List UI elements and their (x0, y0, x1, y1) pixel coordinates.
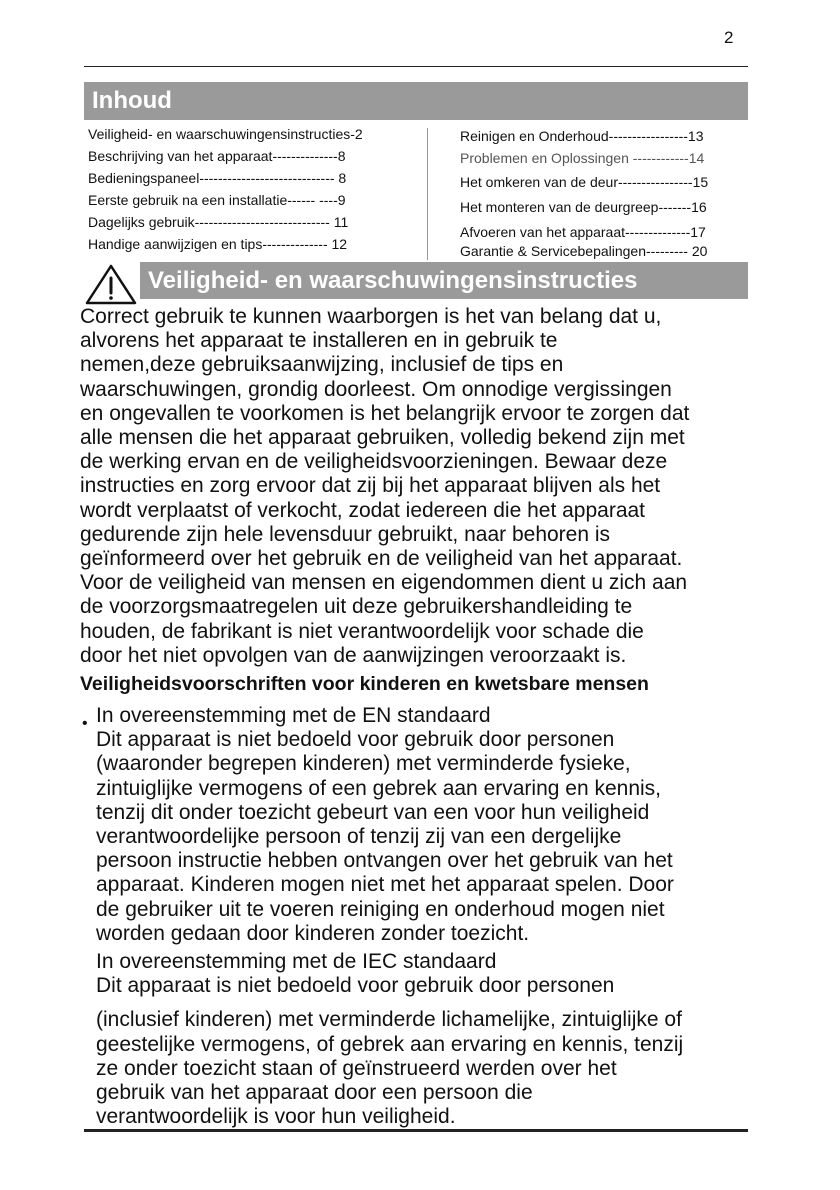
paragraph-line: geestelijke vermogens, of gebrek aan ervaring en kennis, tenzij (96, 1032, 684, 1056)
paragraph-line: en ongevallen te voorkomen is het belangrijk ervoor te zorgen dat (80, 401, 690, 425)
paragraph-line: ze onder toezicht staan of geïnstrueerd werden over het (96, 1056, 617, 1080)
toc-entry[interactable]: Garantie & Servicebepalingen--------- 20 (460, 243, 708, 259)
toc-entry[interactable]: Bedieningspaneel----------------------------- 8 (88, 170, 347, 186)
paragraph-line: zintuiglijke vermogens of een gebrek aan ervaring en kennis, (96, 776, 662, 800)
paragraph-line: geïnformeerd over het gebruik en de veiligheid van het apparaat. (80, 547, 683, 571)
toc-entry[interactable]: Beschrijving van het apparaat--------------8 (88, 148, 346, 164)
paragraph-line: gedurende zijn hele levensduur gebruikt, naar behoren is (80, 522, 611, 546)
paragraph-line: (inclusief kinderen) met verminderde lichamelijke, zintuiglijke of (96, 1008, 682, 1032)
paragraph-line: gebruik van het apparaat door een persoon die (96, 1081, 533, 1105)
paragraph-line: In overeenstemming met de EN standaard (96, 704, 491, 727)
en-standard-block (96, 704, 756, 946)
paragraph-line: (waaronder begrepen kinderen) met verminderde fysieke, (96, 752, 631, 776)
paragraph-line: In overeenstemming met de IEC standaard (96, 950, 497, 973)
toc-entry[interactable]: Dagelijks gebruik----------------------------- 11 (88, 214, 349, 230)
toc-entry[interactable]: Handige aanwijzigen en tips-------------- 12 (88, 236, 348, 252)
toc-entry[interactable]: Eerste gebruik na een installatie------ ----9 (88, 192, 346, 208)
bullet-icon: • (82, 715, 88, 732)
paragraph-line: houden, de fabrikant is niet verantwoordelijk voor schade die (80, 619, 644, 643)
paragraph-line: tenzij dit onder toezicht gebeurt van een voor hun veiligheid (96, 800, 650, 824)
paragraph-line: de werking ervan en de veiligheidsvoorzieningen. Bewaar deze (80, 450, 668, 474)
paragraph-line: Voor de veiligheid van mensen en eigendommen dient u zich aan (80, 571, 688, 595)
toc-entry[interactable]: Het omkeren van de deur----------------15 (460, 174, 709, 190)
toc-entry[interactable]: Veiligheid- en waarschuwingensinstructies-2 (88, 126, 363, 142)
toc-entry[interactable]: Reinigen en Onderhoud-----------------13 (460, 128, 704, 144)
paragraph-line: alvorens het apparaat te installeren en in gebruik te (80, 329, 558, 353)
paragraph-line: waarschuwingen, grondig doorleest. Om onnodige vergissingen (80, 377, 672, 401)
toc-entry[interactable]: Problemen en Oplossingen ------------14 (460, 150, 705, 166)
paragraph-line: de gebruiker uit te voeren reiniging en onderhoud mogen niet (96, 897, 665, 921)
paragraph-line: Dit apparaat is niet bedoeld voor gebruik door personen (96, 728, 615, 752)
page-number: 2 (724, 28, 734, 47)
paragraph-line: instructies en zorg ervoor dat zij bij het apparaat blijven als het (80, 474, 661, 498)
bottom-rule (84, 1129, 748, 1132)
intro-paragraph (80, 305, 760, 668)
paragraph-line: alle mensen die het apparaat gebruiken, volledig bekend zijn met (80, 426, 685, 450)
paragraph-line: verantwoordelijk is voor hun veiligheid. (96, 1105, 456, 1129)
toc-title: Inhoud (84, 82, 748, 120)
paragraph-line: nemen,deze gebruiksaanwijzing, inclusief de tips en (80, 353, 564, 377)
paragraph-line: worden gedaan door kinderen zonder toezicht. (96, 921, 530, 945)
section-title: Veiligheid- en waarschuwingensinstructies (140, 262, 748, 299)
paragraph-line: persoon instructie hebben ontvangen over het gebruik van het (96, 849, 673, 873)
paragraph-line: de voorzorgsmaatregelen uit deze gebruikershandleiding te (80, 595, 633, 619)
toc-divider (427, 128, 428, 260)
subheading: Veiligheidsvoorschriften voor kinderen en kwetsbare mensen (80, 673, 649, 695)
warning-triangle-icon (84, 263, 138, 305)
top-rule (84, 66, 748, 67)
toc-entry[interactable]: Afvoeren van het apparaat--------------17 (460, 224, 706, 240)
iec-standard-block (96, 950, 756, 1129)
paragraph-line: verantwoordelijke persoon of tenzij zij van een dergelijke (96, 825, 622, 849)
paragraph-line: door het niet opvolgen van de aanwijzingen veroorzaakt is. (80, 643, 627, 667)
paragraph-line: Correct gebruik te kunnen waarborgen is het van belang dat u, (80, 305, 662, 328)
toc-entry[interactable]: Het monteren van de deurgreep-------16 (460, 199, 707, 215)
paragraph-line: Dit apparaat is niet bedoeld voor gebruik door personen (96, 974, 615, 998)
paragraph-line: apparaat. Kinderen mogen niet met het apparaat spelen. Door (96, 873, 674, 897)
paragraph-line: wordt verplaatst of verkocht, zodat iedereen die het apparaat (80, 498, 646, 522)
